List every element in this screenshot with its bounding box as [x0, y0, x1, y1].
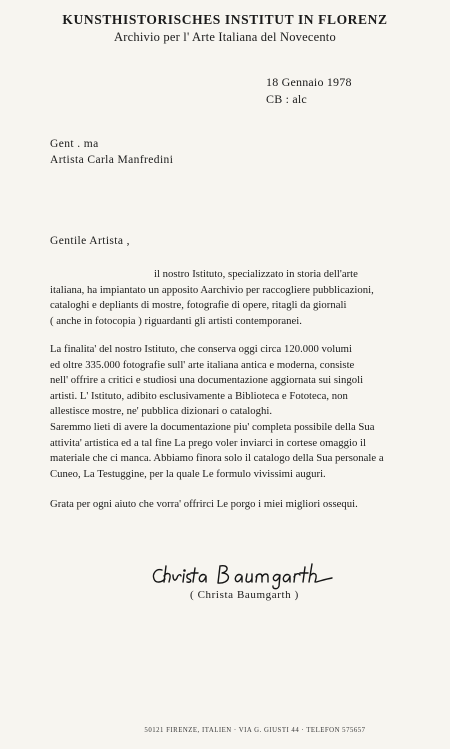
handwritten-signature — [148, 558, 358, 592]
paragraph-line: cataloghi e depliants di mostre, fotografie di opere, ritagli da giornali — [50, 299, 347, 311]
body-paragraph-1 — [50, 267, 430, 329]
paragraph-line: materiale che ci manca. Abbiamo finora solo il catalogo della Sua personale a — [50, 452, 384, 464]
letter-reference: CB : alc — [266, 92, 307, 106]
letterhead-footer-address: 50121 FIRENZE, ITALIEN · VIA G. GIUSTI 44 · TELEFON 575657 — [144, 727, 366, 734]
letterhead-institution: KUNSTHISTORISCHES INSTITUT IN FLORENZ — [62, 12, 388, 27]
recipient-title: Gent . ma — [50, 138, 99, 150]
paragraph-line: ed oltre 335.000 fotografie sull' arte italiana antica e moderna, consiste — [50, 358, 355, 371]
recipient-name: Artista Carla Manfredini — [50, 154, 174, 166]
paragraph-line: Saremmo lieti di avere la documentazione piu' completa possibile della Sua — [50, 421, 375, 433]
paragraph-line: La finalita' del nostro Istituto, che conserva oggi circa 120.000 volumi — [50, 343, 352, 355]
body-paragraph-4 — [50, 497, 430, 513]
paragraph-line: nell' offrire a critici e studiosi una documentazione aggiornata sui singoli — [50, 374, 364, 386]
paragraph-line: allestisce mostre, ne' pubblica dizionari o cataloghi. — [50, 405, 273, 417]
paragraph-line: Grata per ogni aiuto che vorra' offrirci Le porgo i miei migliori ossequi. — [50, 498, 358, 510]
body-paragraph-3 — [50, 420, 430, 482]
paragraph-line: attivita' artistica ed a tal fine La prego voler inviarci in cortese omaggio il — [50, 436, 366, 449]
letterhead-department: Archivio per l' Arte Italiana del Novecento — [114, 30, 336, 44]
letter-date: 18 Gennaio 1978 — [266, 75, 352, 89]
salutation: Gentile Artista , — [50, 235, 130, 247]
paragraph-line: ( anche in fotocopia ) riguardanti gli artisti contemporanei. — [50, 314, 302, 327]
paragraph-line: artisti. L' Istituto, adibito esclusivamente a Biblioteca e Fototeca, non — [50, 389, 348, 402]
signatory-typed-name: ( Christa Baumgarth ) — [190, 589, 299, 601]
paragraph-line: il nostro Istituto, specializzato in storia dell'arte — [154, 268, 358, 280]
paragraph-line: italiana, ha impiantato un apposito Aarchivio per raccogliere pubblicazioni, — [50, 283, 374, 296]
paragraph-line: Cuneo, La Testuggine, per la quale Le formulo vivissimi auguri. — [50, 467, 326, 480]
body-paragraph-2 — [50, 342, 430, 420]
